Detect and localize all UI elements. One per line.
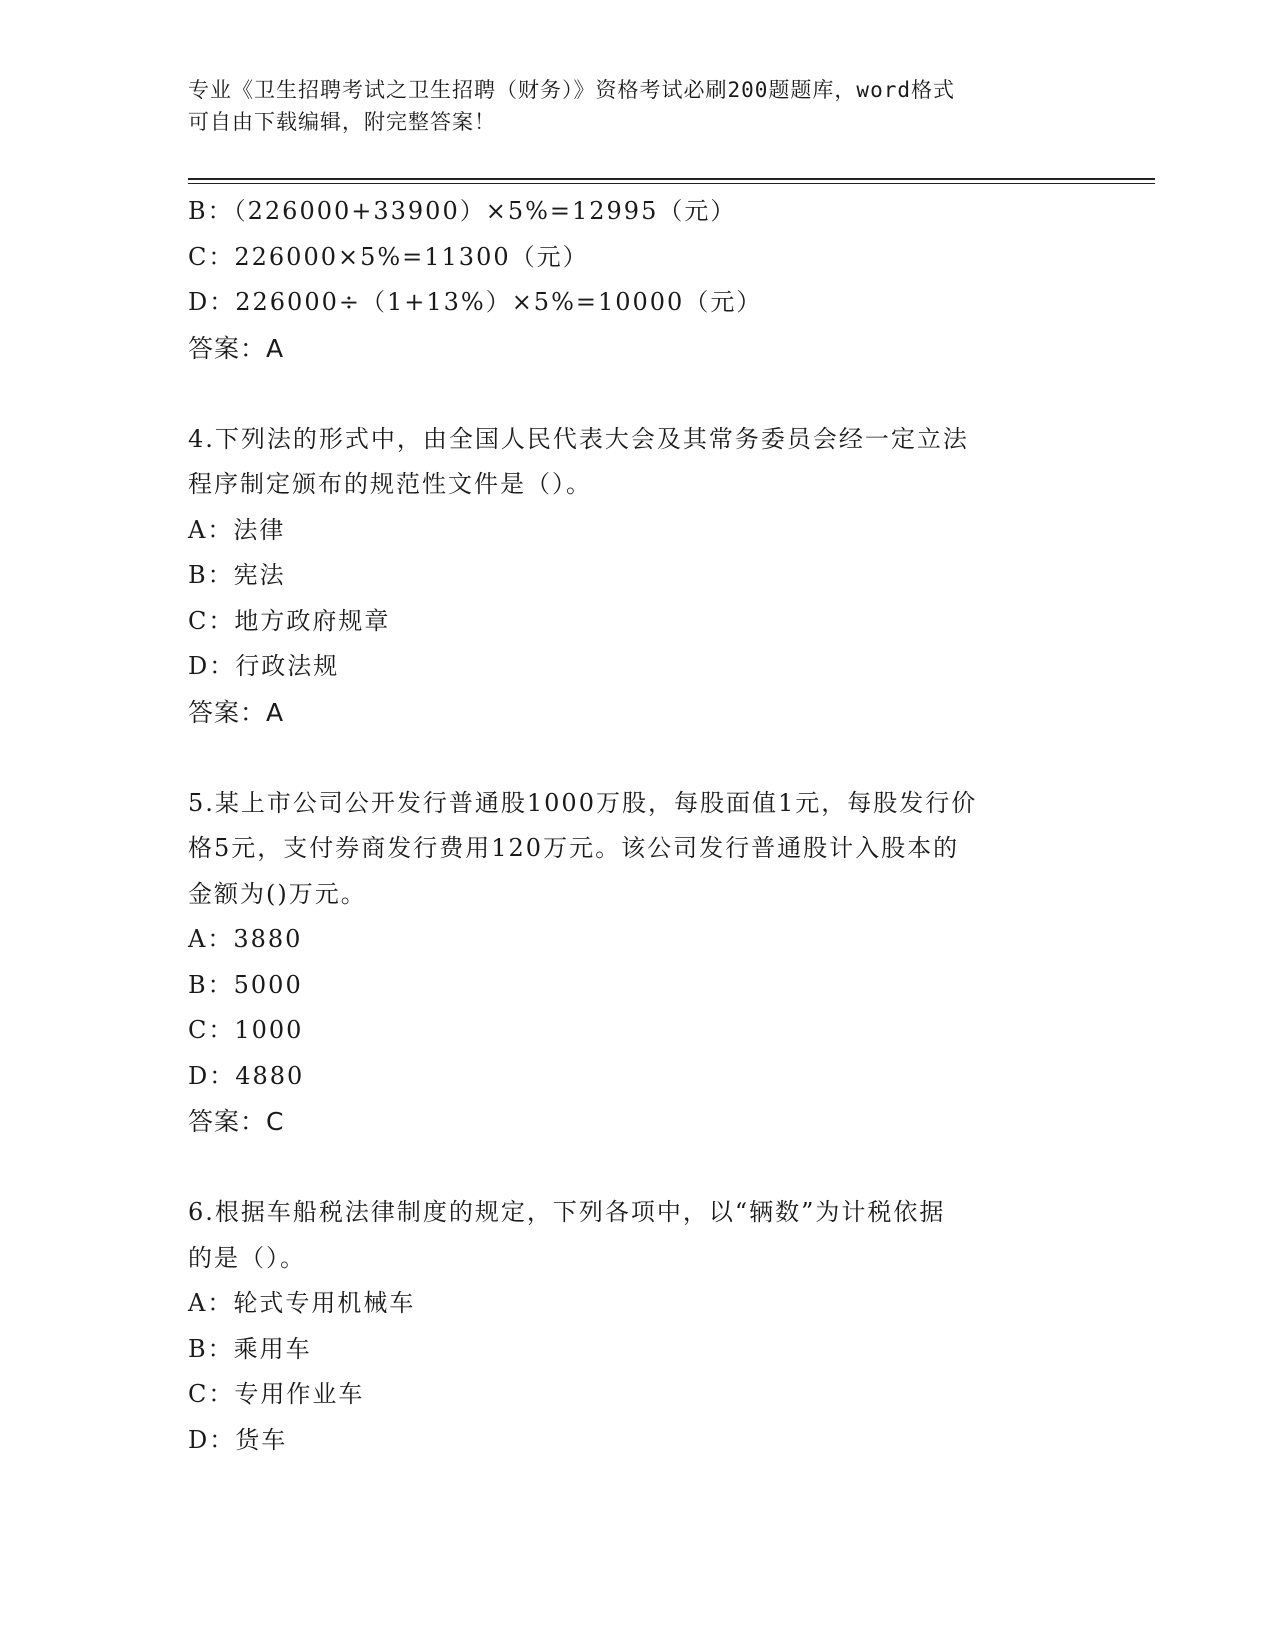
option-c: C：地方政府规章 bbox=[188, 606, 391, 635]
option-c: C：1000 bbox=[188, 1016, 304, 1044]
previous-question-block bbox=[188, 189, 1088, 371]
spacer bbox=[188, 371, 1088, 417]
option-a: A：法律 bbox=[188, 515, 286, 544]
option-b: B：5000 bbox=[188, 970, 303, 999]
option-b: B：（226000+33900）×5%=12995（元） bbox=[188, 197, 737, 225]
question-content bbox=[188, 189, 1088, 1463]
option-a: A：轮式专用机械车 bbox=[188, 1289, 416, 1317]
question-stem-line: 金额为()万元。 bbox=[188, 879, 367, 908]
question-4-block bbox=[188, 417, 1088, 736]
option-d: D：226000÷（1+13%）×5%=10000（元） bbox=[188, 288, 763, 316]
question-stem-line: 4.下列法的形式中，由全国人民代表大会及其常务委员会经一定立法 bbox=[188, 424, 969, 453]
header-rule-thick bbox=[188, 178, 1155, 180]
page-header bbox=[188, 74, 1068, 138]
option-a: A：3880 bbox=[188, 925, 303, 953]
header-title-line-1: 专业《卫生招聘考试之卫生招聘（财务）》资格考试必刷200题题库，word格式 bbox=[188, 78, 955, 102]
option-d: D：行政法规 bbox=[188, 652, 340, 680]
question-stem-line: 的是（）。 bbox=[188, 1243, 306, 1272]
option-b: B：乘用车 bbox=[188, 1334, 312, 1363]
header-title-line-2: 可自由下载编辑，附完整答案！ bbox=[188, 110, 496, 134]
question-stem-line: 格5元，支付券商发行费用120万元。该公司发行普通股计入股本的 bbox=[188, 834, 960, 862]
question-stem-line: 程序制定颁布的规范性文件是（）。 bbox=[188, 470, 592, 498]
answer-line: 答案：C bbox=[188, 1107, 285, 1136]
header-rule-thin bbox=[188, 183, 1155, 184]
spacer bbox=[188, 1145, 1088, 1191]
question-stem-line: 6.根据车船税法律制度的规定，下列各项中，以“辆数”为计税依据 bbox=[188, 1198, 946, 1226]
option-c: C：226000×5%=11300（元） bbox=[188, 242, 589, 271]
question-6-block bbox=[188, 1190, 1088, 1463]
spacer bbox=[188, 735, 1088, 781]
option-c: C：专用作业车 bbox=[188, 1380, 365, 1408]
question-5-block bbox=[188, 781, 1088, 1145]
option-d: D：货车 bbox=[188, 1425, 288, 1454]
option-d: D：4880 bbox=[188, 1061, 305, 1090]
option-b: B：宪法 bbox=[188, 561, 286, 589]
answer-line: 答案：A bbox=[188, 697, 285, 727]
answer-line: 答案：A bbox=[188, 333, 285, 363]
question-stem-line: 5.某上市公司公开发行普通股1000万股，每股面值1元，每股发行价 bbox=[188, 788, 978, 817]
